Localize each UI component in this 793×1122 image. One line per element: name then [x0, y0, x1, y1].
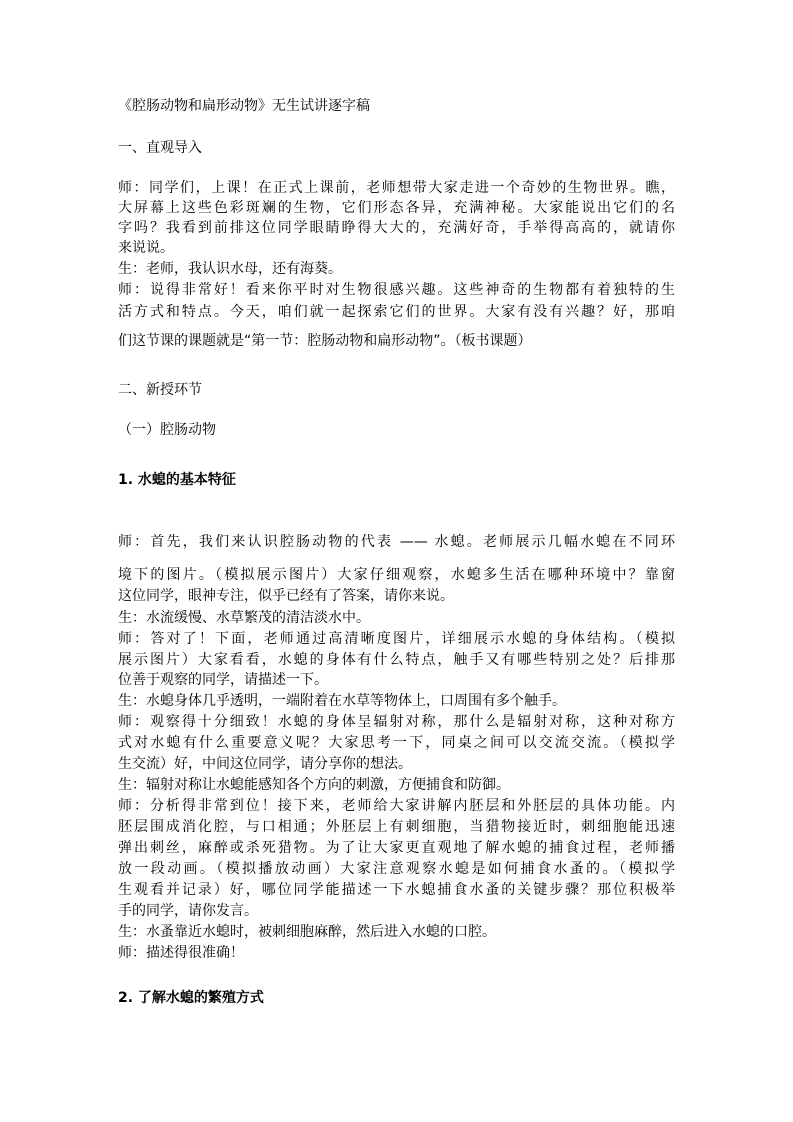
paragraph-line: 展示图片）大家看看，水螅的身体有什么特点，触手又有哪些特别之处？后排那	[118, 652, 675, 668]
paragraph-line: 师：说得非常好！看来你平时对生物很感兴趣。这些神奇的生物都有着独特的生	[118, 282, 675, 298]
paragraph-line: 式对水螅有什么重要意义呢？大家思考一下，同桌之间可以交流交流。（模拟学	[118, 735, 675, 751]
paragraph-line: 师：观察得十分细致！水螅的身体呈辐射对称，那什么是辐射对称，这种对称方	[118, 714, 675, 730]
paragraph-line: 们这节课的课题就是“第一节：腔肠动物和扁形动物”。（板书课题）	[118, 333, 532, 349]
paragraph-line: 大屏幕上这些色彩斑斓的生物，它们形态各异，充满神秘。大家能说出它们的名	[118, 200, 675, 216]
paragraph-line: 师：答对了！下面，老师通过高清晰度图片，详细展示水螅的身体结构。（模拟	[118, 631, 675, 647]
paragraph-line: 师：首先，我们来认识腔肠动物的代表 —— 水螅。老师展示几幅水螅在不同环	[118, 534, 675, 550]
paragraph-line: 位善于观察的同学，请描述一下。	[118, 672, 328, 688]
paragraph-line: 生：水螅身体几乎透明，一端附着在水草等物体上，口周围有多个触手。	[118, 693, 566, 709]
paragraph-line: 生：辐射对称让水螅能感知各个方向的刺激，方便捕食和防御。	[118, 777, 510, 793]
paragraph-line: 境下的图片。（模拟展示图片）大家仔细观察，水螅多生活在哪种环境中？靠窗	[118, 567, 675, 583]
part-heading-1: 1. 水螅的基本特征	[118, 472, 236, 488]
paragraph-line: 师：同学们，上课！在正式上课前，老师想带大家走进一个奇妙的生物世界。瞧，	[118, 180, 675, 196]
paragraph-line: 师：描述得很准确！	[118, 945, 244, 961]
subsection-heading: （一）腔肠动物	[118, 422, 216, 438]
paragraph-line: 来说说。	[118, 240, 174, 256]
paragraph-line: 师：分析得非常到位！接下来，老师给大家讲解内胚层和外胚层的具体功能。内	[118, 798, 675, 814]
paragraph-line: 这位同学，眼神专注，似乎已经有了答案，请你来说。	[118, 588, 454, 604]
paragraph-line: 胚层围成消化腔，与口相通；外胚层上有刺细胞，当猎物接近时，刺细胞能迅速	[118, 819, 675, 835]
document-title: 《腔肠动物和扁形动物》无生试讲逐字稿	[118, 98, 370, 114]
section-heading-intro: 一、直观导入	[118, 140, 202, 156]
paragraph-line: 字吗？我看到前排这位同学眼睛睁得大大的，充满好奇，手举得高高的，就请你	[118, 220, 675, 236]
paragraph-line: 手的同学，请你发言。	[118, 903, 258, 919]
paragraph-line: 生交流）好，中间这位同学，请分享你的想法。	[118, 756, 412, 772]
part-heading-2: 2. 了解水螅的繁殖方式	[118, 990, 264, 1006]
paragraph-line: 弹出刺丝，麻醉或杀死猎物。为了让大家更直观地了解水螅的捕食过程，老师播	[118, 840, 675, 856]
paragraph-line: 放一段动画。（模拟播放动画）大家注意观察水螅是如何捕食水蚤的。（模拟学	[118, 861, 675, 877]
paragraph-line: 生：水蚤靠近水螅时，被刺细胞麻醉，然后进入水螅的口腔。	[118, 924, 496, 940]
paragraph-line: 活方式和特点。今天，咱们就一起探索它们的世界。大家有没有兴趣？好，那咱	[118, 304, 675, 320]
paragraph-line: 生观看并记录）好，哪位同学能描述一下水螅捕食水蚤的关键步骤？那位积极举	[118, 882, 675, 898]
section-heading-new-lesson: 二、新授环节	[118, 382, 202, 398]
paragraph-line: 生：水流缓慢、水草繁茂的清洁淡水中。	[118, 610, 370, 626]
paragraph-line: 生：老师，我认识水母，还有海葵。	[118, 261, 342, 277]
